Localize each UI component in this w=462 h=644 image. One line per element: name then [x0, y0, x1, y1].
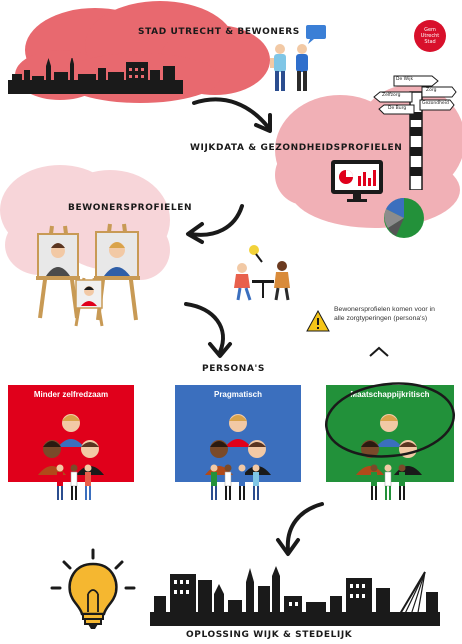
sign-label-5: De Burg — [388, 106, 407, 111]
persona-title: Minder zelfredzaam — [33, 390, 109, 399]
microphone-icon — [249, 245, 259, 255]
section-title-stad: STAD UTRECHT & BEWONERS — [138, 27, 300, 37]
people-group-blue — [206, 462, 262, 504]
section-title-personas: PERSONA'S — [202, 364, 265, 374]
speech-bubble-icon — [306, 25, 326, 39]
personas-note: Bewonersprofielen komen voor in alle zorgtyperingen (persona's) — [334, 306, 435, 322]
people-group-red — [52, 462, 96, 504]
sign-label-4: Gezondheid — [422, 101, 449, 106]
section-title-oplossing: OPLOSSING WIJK & STEDELIJK — [186, 630, 353, 640]
monitor-chart-icon — [331, 160, 383, 202]
gemeente-logo — [414, 20, 446, 52]
pie-chart-icon — [382, 196, 426, 240]
interview-illustration — [232, 240, 302, 302]
section-title-bewonersprofielen: BEWONERSPROFIELEN — [68, 203, 193, 213]
caret-up-icon — [368, 346, 390, 358]
skyline-top — [8, 58, 183, 94]
arrow-3-icon — [180, 298, 240, 360]
persona-title: Maatschappijkritisch — [350, 390, 430, 399]
lightbulb-icon — [48, 548, 138, 632]
logo-line-3: Stad — [424, 39, 436, 45]
sign-label-2: Zorg — [426, 88, 437, 93]
warning-icon — [306, 310, 330, 332]
signpost-illustration — [372, 72, 457, 190]
logo-line-1: Gem — [424, 27, 436, 33]
people-group-green — [366, 462, 410, 506]
persona-title: Pragmatisch — [213, 390, 263, 399]
skyline-bottom — [150, 566, 440, 626]
logo-line-2: Utrecht — [420, 33, 440, 39]
easels-illustration — [32, 218, 147, 328]
arrow-2-icon — [180, 200, 250, 245]
sign-label-1: De Wijk — [396, 77, 414, 82]
section-title-wijkdata: WIJKDATA & GEZONDHEIDSPROFIELEN — [190, 143, 403, 153]
sign-label-3: Zelfzorg — [382, 93, 401, 98]
highlight-circle — [320, 378, 460, 463]
arrow-4-icon — [274, 498, 328, 560]
people-talking-illustration — [268, 25, 330, 95]
arrow-1-icon — [190, 95, 280, 140]
